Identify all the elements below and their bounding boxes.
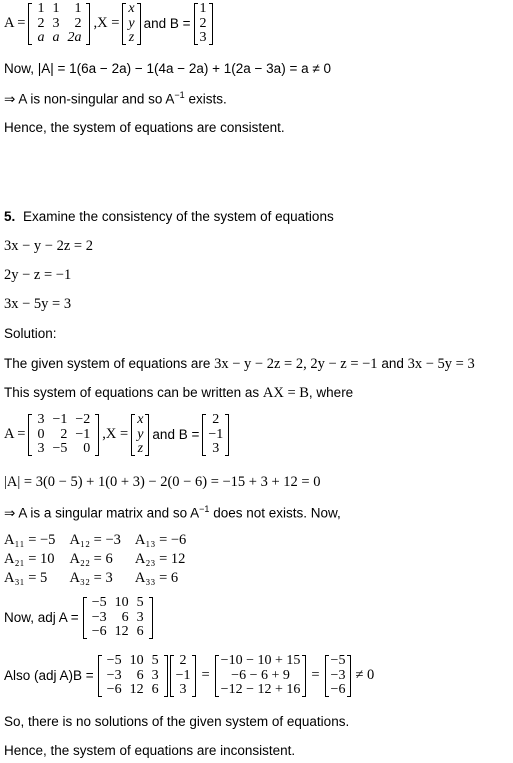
matrix-row xyxy=(103,654,163,669)
matrix-body xyxy=(127,2,135,46)
matrix-cell: 1 xyxy=(74,1,82,16)
singular-sup: −1 xyxy=(199,504,210,514)
matrix-row xyxy=(88,611,148,626)
top-determinant-line: Now, |A| = 1(6a − 2a) − 1(4a − 2a) + 1(2a − 3a) = a ≠ 0 xyxy=(4,61,331,76)
matrix-row xyxy=(220,669,302,684)
matrix-row xyxy=(33,442,94,457)
matrix-row xyxy=(199,2,208,17)
matrix-body xyxy=(33,413,94,457)
singular-line xyxy=(4,504,341,522)
question-5-heading xyxy=(4,209,334,224)
top-b-matrix xyxy=(194,2,213,46)
top-nonsingular-end: exists. xyxy=(184,91,227,107)
matrix-body xyxy=(136,413,144,457)
matrix-cell: 3 xyxy=(199,30,207,45)
matrix-cell: 6 xyxy=(151,682,159,697)
matrix-row xyxy=(207,413,224,428)
equation-1: 3x − y − 2z = 2 xyxy=(4,238,93,254)
q5-b-matrix xyxy=(202,413,229,457)
adj-label: Now, adj A = xyxy=(4,610,79,626)
given-equation-3: 3x − 5y = 3 xyxy=(407,356,475,372)
equals-sign-1: = xyxy=(201,667,210,684)
matrix-cell: 3 xyxy=(37,412,45,427)
matrix-cell: 2 xyxy=(60,426,68,442)
cofactor-row xyxy=(4,550,200,569)
cofactor-cell: A₁₁ = −5 xyxy=(4,532,56,548)
matrix-body xyxy=(175,654,192,698)
cofactor-cell: A₂₂ = 6 xyxy=(69,551,113,567)
matrix-cell: −6 xyxy=(330,682,346,697)
written-suffix: , where xyxy=(308,385,354,400)
matrix-cell: 3 xyxy=(52,15,60,31)
matrix-cell: 10 xyxy=(114,595,129,610)
matrix-row xyxy=(33,428,94,443)
matrix-body xyxy=(33,2,85,46)
matrix-cell: −6 − 6 + 9 xyxy=(231,667,290,683)
question-text: Examine the consistency of the system of equations xyxy=(23,209,334,224)
matrix-cell: −5 xyxy=(52,441,68,456)
matrix-row xyxy=(127,17,135,32)
matrix-cell: 2 xyxy=(179,653,187,668)
top-and-b-label: and B = xyxy=(143,16,191,32)
cofactor-cell: A₁₂ = −3 xyxy=(69,532,121,548)
given-and: and xyxy=(377,356,408,371)
matrix-body xyxy=(199,2,208,46)
q5-matrix-definitions xyxy=(4,413,229,457)
matrix-row xyxy=(207,442,224,457)
q5-determinant-line: |A| = 3(0 − 5) + 1(0 + 3) − 2(0 − 6) = −15 + 3 + 12 = 0 xyxy=(4,474,321,490)
matrix-row xyxy=(103,669,163,684)
matrix-cell: 3 xyxy=(136,609,144,625)
matrix-row xyxy=(127,31,135,46)
matrix-cell: −1 xyxy=(75,426,91,442)
matrix-cell: 0 xyxy=(83,441,91,456)
cofactor-cell: A₃₁ = 5 xyxy=(4,570,48,586)
q5-a-matrix xyxy=(28,413,99,457)
matrix-cell: −3 xyxy=(106,667,122,683)
cofactor-grid xyxy=(4,531,200,588)
also-label: Also (adj A)B = xyxy=(4,668,94,684)
matrix-body xyxy=(220,654,302,698)
matrix-row xyxy=(33,17,85,32)
matrix-cell: 2 xyxy=(199,15,207,31)
matrix-cell: 2 xyxy=(212,412,220,427)
adj-matrix xyxy=(83,596,153,640)
matrix-row xyxy=(207,428,224,443)
cofactor-row xyxy=(4,531,200,550)
matrix-cell: −2 xyxy=(75,412,91,427)
matrix-row xyxy=(175,654,192,669)
equals-sign-2: = xyxy=(311,667,320,684)
inconsistent-line: Hence, the system of equations are inconsistent. xyxy=(4,743,296,758)
matrix-cell: x xyxy=(128,1,135,16)
given-prefix: The given system of equations are xyxy=(4,356,215,371)
matrix-cell: 6 xyxy=(121,609,129,625)
q5-x-label: ,X = xyxy=(102,426,129,443)
top-x-matrix xyxy=(122,2,140,46)
matrix-cell: 3 xyxy=(212,441,220,456)
matrix-row xyxy=(175,669,192,684)
matrix-row xyxy=(127,2,135,17)
matrix-row xyxy=(88,625,148,640)
matrix-cell: 10 xyxy=(129,653,144,668)
top-a-label: A = xyxy=(4,15,26,32)
cofactor-row xyxy=(4,569,200,588)
matrix-cell: 12 xyxy=(114,624,129,639)
matrix-cell: −5 xyxy=(330,653,346,668)
cofactor-cell: A₃₂ = 3 xyxy=(69,570,113,586)
matrix-cell: a xyxy=(37,30,45,45)
written-prefix: This system of equations can be written as xyxy=(4,385,263,400)
product-line xyxy=(4,654,374,698)
matrix-cell: −1 xyxy=(52,412,68,427)
matrix-cell: 3 xyxy=(179,682,187,697)
matrix-row xyxy=(199,17,208,32)
matrix-row xyxy=(136,413,144,428)
matrix-cell: −1 xyxy=(208,426,224,442)
matrix-row xyxy=(33,413,94,428)
cofactor-cell: A₁₃ = −6 xyxy=(134,532,187,548)
matrix-row xyxy=(88,596,148,611)
written-math: AX = B xyxy=(262,385,309,401)
matrix-cell: z xyxy=(128,30,135,45)
given-system-line xyxy=(4,356,475,373)
matrix-cell: 2 xyxy=(74,15,82,31)
cofactor-cell: A₂₁ = 10 xyxy=(4,551,55,567)
matrix-cell: 1 xyxy=(199,1,207,16)
matrix-row xyxy=(33,31,85,46)
singular-suffix: does not exists. Now, xyxy=(209,505,341,521)
question-number: 5. xyxy=(4,209,16,224)
matrix-cell: 1 xyxy=(52,1,60,16)
matrix-row xyxy=(175,683,192,698)
matrix-cell: −3 xyxy=(91,609,107,625)
q5-and-b-label: and B = xyxy=(152,427,200,443)
top-consistent-line: Hence, the system of equations are consistent. xyxy=(4,120,285,135)
matrix-row xyxy=(33,2,85,17)
matrix-cell: −5 xyxy=(91,595,107,610)
matrix-body xyxy=(103,654,163,698)
matrix-row xyxy=(220,683,302,698)
equation-3: 3x − 5y = 3 xyxy=(4,296,72,312)
matrix-form-line xyxy=(4,385,353,402)
matrix-cell: −1 xyxy=(175,667,191,683)
matrix-cell: 2 xyxy=(37,15,45,31)
matrix-row xyxy=(330,683,347,698)
matrix-cell: 3 xyxy=(37,441,45,456)
cofactor-cell: A₃₃ = 6 xyxy=(134,570,179,586)
matrix-cell: −10 − 10 + 15 xyxy=(220,653,301,668)
top-matrix-definitions xyxy=(4,2,213,46)
cofactors-table xyxy=(4,531,200,588)
not-equal-zero: ≠ 0 xyxy=(355,667,375,684)
matrix-row xyxy=(103,683,163,698)
matrix-cell: 3 xyxy=(151,667,159,683)
singular-prefix: ⇒ A is a singular matrix and so A xyxy=(4,505,200,521)
matrix-cell: 2a xyxy=(67,30,82,45)
matrix-cell: 5 xyxy=(151,653,159,668)
matrix-cell: 12 xyxy=(129,682,144,697)
solution-label: Solution: xyxy=(4,326,57,341)
cofactor-cell: A₂₃ = 12 xyxy=(134,551,186,567)
given-equations: 3x − y − 2z = 2, 2y − z = −1 xyxy=(214,356,378,372)
matrix-cell: a xyxy=(52,30,60,45)
matrix-body xyxy=(88,596,148,640)
matrix-cell: −5 xyxy=(106,653,122,668)
matrix-cell: 0 xyxy=(37,426,45,442)
matrix-row xyxy=(199,31,208,46)
q5-x-matrix xyxy=(131,413,149,457)
product-adj-matrix xyxy=(98,654,168,698)
matrix-cell: −6 xyxy=(91,624,107,639)
matrix-row xyxy=(136,428,144,443)
product-b-matrix xyxy=(170,654,197,698)
top-inverse-sup: −1 xyxy=(174,90,185,100)
matrix-cell: −6 xyxy=(106,682,122,697)
matrix-cell: 6 xyxy=(136,624,144,639)
matrix-row xyxy=(220,654,302,669)
equation-2: 2y − z = −1 xyxy=(4,267,72,283)
matrix-cell: 5 xyxy=(136,595,144,610)
matrix-body xyxy=(330,654,347,698)
matrix-cell: 6 xyxy=(136,667,144,683)
matrix-cell: x xyxy=(137,412,144,427)
matrix-row xyxy=(136,442,144,457)
q5-a-label: A = xyxy=(4,426,26,443)
top-x-label: ,X = xyxy=(93,15,120,32)
matrix-cell: y xyxy=(128,15,135,31)
matrix-cell: 1 xyxy=(37,1,45,16)
adjoint-line xyxy=(4,596,153,640)
top-a-matrix xyxy=(28,2,90,46)
matrix-body xyxy=(207,413,224,457)
product-result-matrix xyxy=(325,654,352,698)
top-nonsingular-text: ⇒ A is non-singular and so A xyxy=(4,91,175,107)
top-nonsingular-line xyxy=(4,90,227,108)
matrix-row xyxy=(330,669,347,684)
matrix-row xyxy=(330,654,347,669)
matrix-cell: z xyxy=(137,441,144,456)
no-solution-line: So, there is no solutions of the given system of equations. xyxy=(4,714,350,729)
matrix-cell: −3 xyxy=(330,667,346,683)
product-expanded-matrix xyxy=(215,654,307,698)
matrix-cell: −12 − 12 + 16 xyxy=(220,682,301,697)
matrix-cell: y xyxy=(137,426,144,442)
